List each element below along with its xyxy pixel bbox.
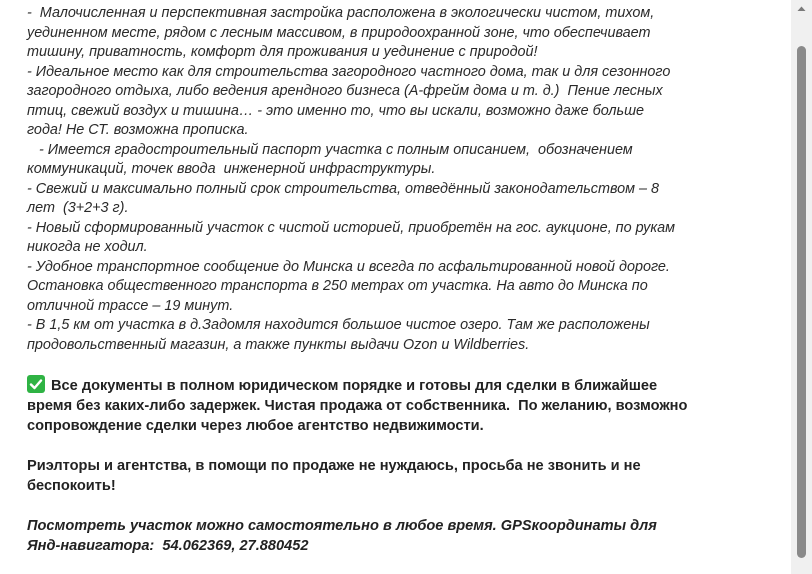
realtors-note-line: беспокоить! [27, 478, 116, 494]
documents-note-line: сопровождение сделки через любое агентство недвижимости. [27, 418, 484, 434]
description-line: тишину, приватность, комфорт для проживания и уединение с природой! [27, 44, 538, 60]
listing-description [27, 4, 779, 556]
viewing-note-line: Янд-навигатора: 54.062369, 27.880452 [27, 538, 309, 554]
description-line: - Малочисленная и перспективная застройка расположена в экологически чистом, тихом, [27, 5, 655, 21]
viewing-note-line: Посмотреть участок можно самостоятельно в любое время. GPSкоординаты для [27, 518, 657, 534]
description-line: - Имеется градостроительный паспорт участка с полным описанием, обозначением [27, 141, 633, 158]
realtors-note [27, 456, 779, 496]
description-line: птиц, свежий воздух и тишина… - это именно то, что вы искали, возможно даже больше [27, 102, 645, 119]
documents-note-line: время без каких-либо задержек. Чистая продажа от собственника. По желанию, возможно [27, 398, 688, 414]
documents-note-text: Все документы в полном юридическом порядке и готовы для сделки в ближайшее [51, 378, 658, 394]
viewing-note [27, 516, 779, 556]
description-text [27, 4, 779, 355]
description-line: - Идеальное место как для строительства загородного частного дома, так и для сезонного [27, 63, 671, 80]
description-line: никогда не ходил. [27, 239, 148, 255]
spacer [27, 436, 779, 456]
description-line: загородного отдыха, либо ведения арендного бизнеса (А-фрейм дома и т. д.) Пение лесных [27, 83, 663, 99]
description-line: лет (3+2+3 г). [27, 200, 129, 216]
description-line: уединенном месте, рядом с лесным массивом, в природоохранной зоне, что обеспечивает [27, 24, 651, 41]
description-line: года! Не СТ. возможна прописка. [27, 122, 249, 138]
description-line: продовольственный магазин, а также пункты выдачи Ozon и Wildberries. [27, 336, 530, 353]
vertical-scrollbar[interactable] [791, 0, 812, 574]
scrollbar-thumb[interactable] [797, 46, 806, 558]
scroll-up-arrow-icon[interactable] [791, 0, 812, 17]
description-line: - Новый сформированный участок с чистой историей, приобретён на гос. аукционе, по рукам [27, 219, 675, 236]
spacer [27, 496, 779, 516]
check-mark-icon [27, 375, 45, 393]
description-line: коммуникаций, точек ввода инженерной инфраструктуры. [27, 161, 436, 177]
documents-note-line [27, 375, 779, 396]
description-line: - Свежий и максимально полный срок строительства, отведённый законодательством – 8 [27, 180, 660, 197]
description-line: - В 1,5 км от участка в д.Задомля находится большое чистое озеро. Там же расположены [27, 317, 650, 333]
description-line: отличной трассе – 19 минут. [27, 297, 234, 314]
spacer [27, 355, 779, 375]
realtors-note-line: Риэлторы и агентства, в помощи по продаже не нуждаюсь, просьба не звонить и не [27, 458, 641, 474]
description-line: - Удобное транспортное сообщение до Минска и всегда по асфальтированной новой дороге. [27, 258, 670, 275]
description-line: Остановка общественного транспорта в 250 метрах от участка. На авто до Минска по [27, 278, 648, 294]
documents-note [27, 375, 779, 436]
